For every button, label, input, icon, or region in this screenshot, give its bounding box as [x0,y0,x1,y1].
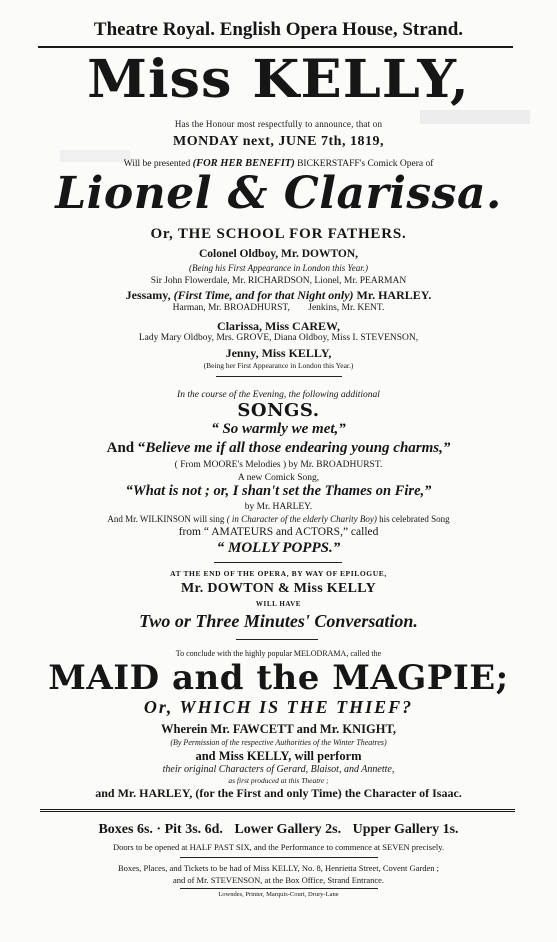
doors-line: Doors to be opened at HALF PAST SIX, and the Performance to commence at SEVEN precisely. [112,842,445,852]
wilkinson-character: ( in Character of the elderly Charity Boy) [226,514,377,524]
song-3: “What is not ; or, I shan't set the Thames on Fire,” [125,483,432,499]
performance-date: MONDAY next, JUNE 7th, 1819, [173,134,384,149]
cast-jenny: Jenny, Miss KELLY, [225,346,332,360]
evening-line: In the course of the Evening, the following additional [177,390,380,400]
cast-clarissa: Clarissa, Miss CAREW, [217,319,340,333]
jessamy-note: (First Time, and for that Night only) [173,288,354,302]
jessamy-role: Jessamy, [125,288,171,302]
permission-line: (By Permission of the respective Authorities of the Winter Theatres) [170,738,387,747]
cast-oldboy-note: (Being his First Appearance in London this Year.) [188,263,368,273]
produced-line: as first produced at this Theatre ; [228,776,329,785]
cast-harman-jenkins [8,304,549,314]
amateurs-line: from “ AMATEURS and ACTORS,” called [178,526,379,538]
wilkinson-line [8,515,549,524]
wherein-line: Wherein Mr. FAWCETT and Mr. KNIGHT, [161,722,396,736]
cast-jessamy [8,289,549,301]
price-lower-gallery: Lower Gallery 2s. [234,822,342,837]
harley-isaac-line: and Mr. HARLEY, (for the First and only Time) the Character of Isaac. [95,786,462,800]
announcement-line: Has the Honour most respectfully to announce, that on [174,119,383,129]
header-rule [38,46,513,48]
prices-line [8,823,549,837]
price-separator: · [156,822,162,837]
epilogue-heading: AT THE END OF THE OPERA, BY WAY OF EPILOGUE, [170,569,387,578]
opera-title: Lionel & Clarissa. [55,168,502,219]
characters-line: their original Characters of Gerard, Blaisot, and Annette, [162,764,395,775]
wilkinson-pre: And Mr. WILKINSON will sing [107,514,225,524]
tickets-line-2: and of Mr. STEVENSON, at the Box Office, Strand Entrance. [172,875,385,885]
melodrama-alt-title: Or, WHICH IS THE THIEF? [143,697,414,717]
opera-subtitle: Or, THE SCHOOL FOR FATHERS. [150,226,407,242]
cast-jenkins: Jenkins, Mr. KENT. [308,303,385,313]
cast-jenny-note: (Being her First Appearance in London this Year.) [203,361,354,370]
benefit-note: (FOR HER BENEFIT) [192,158,295,169]
wilkinson-post: his celebrated Song [379,514,450,524]
songs-heading: SONGS. [237,400,320,421]
melodrama-intro: To conclude with the highly popular MELODRAMA, called the [175,649,382,658]
melodrama-title: MAID and the MAGPIE; [48,658,509,698]
jessamy-actor: Mr. HARLEY. [356,288,432,302]
epilogue-will-have: WILL HAVE [255,600,302,608]
song-3-by: by Mr. HARLEY. [244,502,313,512]
tickets-line-1: Boxes, Places, and Tickets to be had of Miss KELLY, No. 8, Henrietta Street, Covent Garden ; [118,863,439,873]
section-divider [180,857,378,858]
song-1: “ So warmly we met,” [211,421,346,437]
cast-ladies: Lady Mary Oldboy, Mrs. GROVE, Diana Oldboy, Miss I. STEVENSON, [138,333,419,343]
song-2 [8,441,549,456]
cast-oldboy: Colonel Oldboy, Mr. DOWTON, [198,248,359,260]
section-divider [214,562,342,563]
presented-pre: Will be presented [123,159,191,169]
kelly-perform-line: and Miss KELLY, will perform [195,749,362,763]
song-2-pre: And “ [106,440,146,456]
section-divider [236,639,318,640]
printer-line: Lowndes, Printer, Marquis-Court, Drury-Lane [218,891,339,898]
new-song-line: A new Comick Song, [237,473,320,483]
cast-men: Sir John Flowerdale, Mr. RICHARDSON, Lionel, Mr. PEARMAN [150,276,407,286]
presented-post: BICKERSTAFF's Comick Opera of [297,159,434,169]
star-name: Miss KELLY, [87,49,470,110]
price-boxes: Boxes 6s. [98,822,153,837]
song-2-note: ( From MOORE's Melodies ) by Mr. BROADHURST. [174,460,383,470]
song-2-title: Believe me if all those endearing young charms,” [145,440,451,456]
price-pit: Pit 3s. 6d. [164,822,223,837]
epilogue-title: Two or Three Minutes' Conversation. [139,611,418,631]
molly-popps: “ MOLLY POPPS.” [216,540,341,556]
section-divider [216,376,342,377]
section-divider [180,888,378,889]
cast-harman: Harman, Mr. BROADHURST, [172,303,290,313]
theatre-header: Theatre Royal. English Opera House, Strand. [93,19,464,40]
prices-rule [40,809,515,812]
price-upper-gallery: Upper Gallery 1s. [352,822,459,837]
epilogue-names: Mr. DOWTON & Miss KELLY [180,581,377,596]
